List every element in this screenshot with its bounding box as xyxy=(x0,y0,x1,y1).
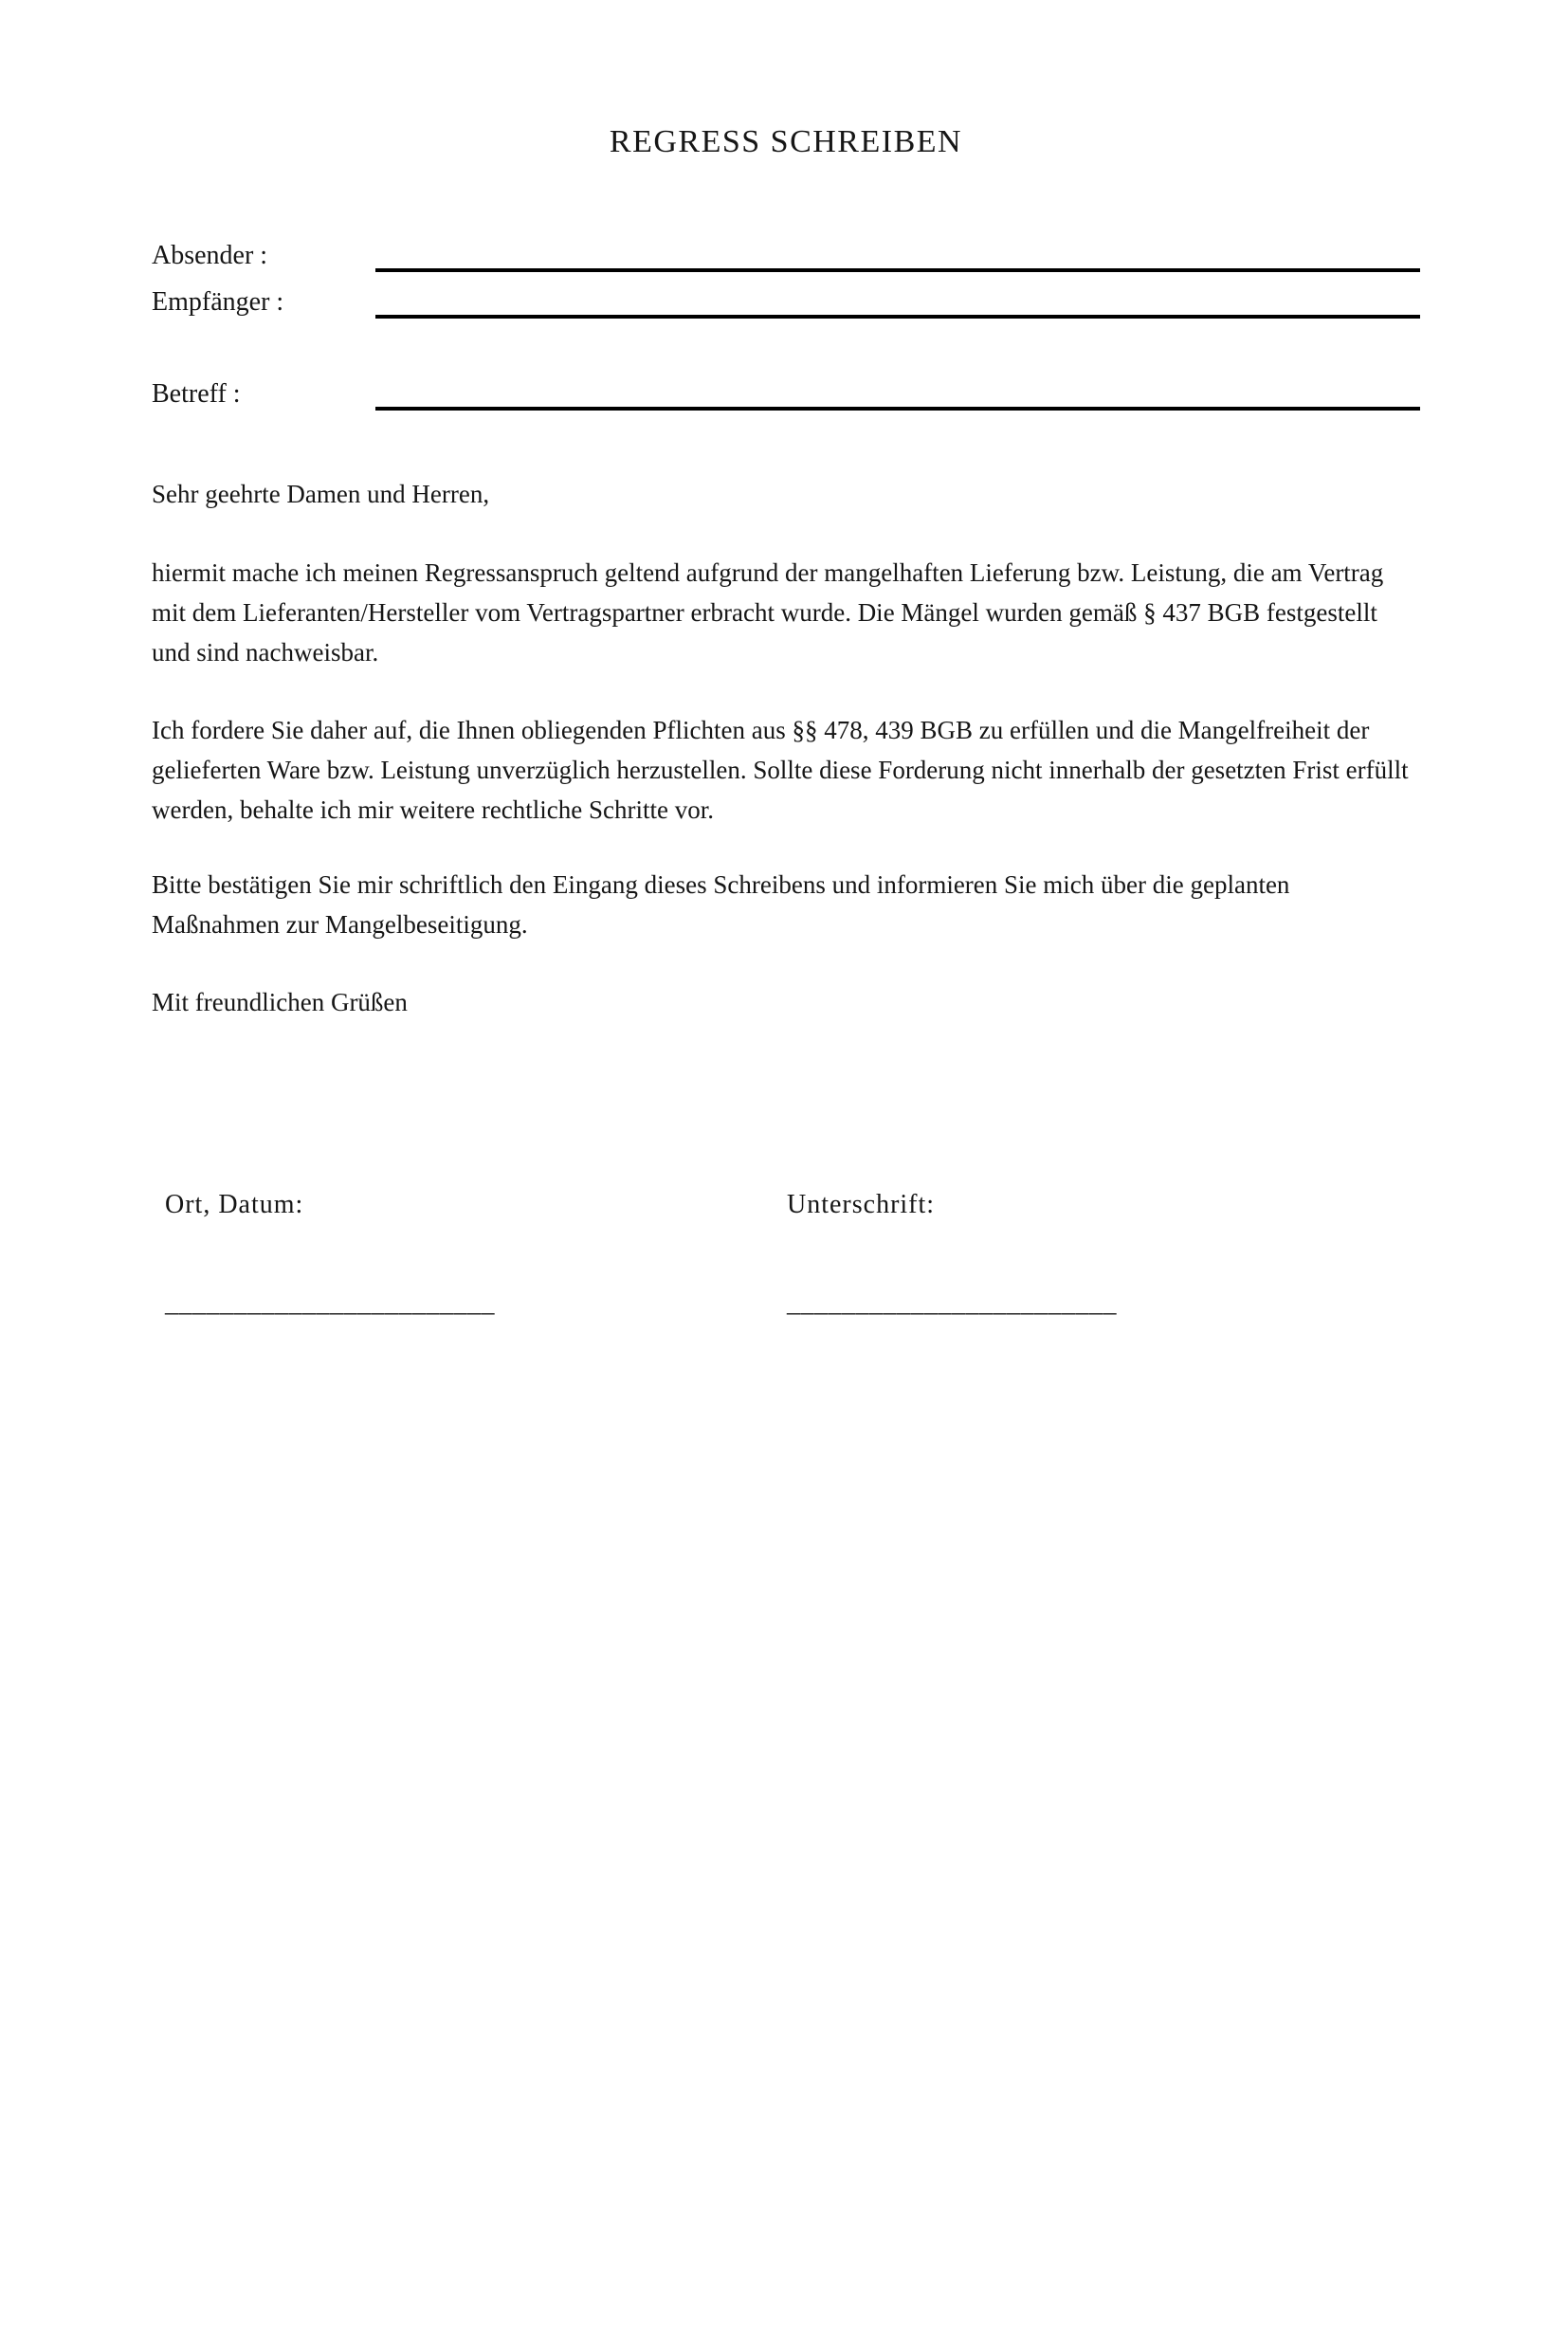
letter-page xyxy=(0,121,1568,2339)
absender-label: Absender : xyxy=(152,241,268,270)
header-fields xyxy=(152,237,1420,411)
salutation: Sehr geehrte Damen und Herren, xyxy=(152,480,490,508)
empfaenger-label: Empfänger : xyxy=(152,287,284,317)
unterschrift-label: Unterschrift: xyxy=(787,1190,936,1219)
signature-labels-row xyxy=(152,1185,1420,1225)
betreff-blank-line xyxy=(375,378,1420,411)
field-row-betreff xyxy=(152,364,1420,411)
field-row-empfaenger xyxy=(152,272,1420,319)
letter-title: REGRESS SCHREIBEN xyxy=(609,124,963,159)
field-row-absender xyxy=(152,237,1420,272)
paragraph-bestaetigung: Bitte bestätigen Sie mir schriftlich den Eingang dieses Schreibens und informieren Sie mich über die geplanten Maßnahmen zur Mangelbeseitigung. xyxy=(152,870,1290,939)
unterschrift-signature-line: ________________________ xyxy=(787,1288,1117,1318)
closing-gruss: Mit freundlichen Grüßen xyxy=(152,988,408,1016)
ort-datum-signature-line: ________________________ xyxy=(165,1288,495,1318)
absender-blank-line xyxy=(375,240,1420,272)
signature-lines-row xyxy=(152,1284,1420,1324)
ort-datum-label: Ort, Datum: xyxy=(165,1190,304,1219)
betreff-label: Betreff : xyxy=(152,379,241,409)
paragraph-regressanspruch: hiermit mache ich meinen Regressanspruch geltend aufgrund der mangelhaften Lieferung bzw. Leistung, die am Vertrag mit dem Lieferanten/Hersteller vom Vertragspartner erbracht wurde. Die Mängel wurden gemäß § 437 BGB festgestellt und sind nachweisbar. xyxy=(152,558,1384,667)
empfaenger-blank-line xyxy=(375,286,1420,319)
paragraph-aufforderung: Ich fordere Sie daher auf, die Ihnen obliegenden Pflichten aus §§ 478, 439 BGB zu erfüllen und die Mangelfreiheit der gelieferten Ware bzw. Leistung unverzüglich herzustellen. Sollte diese Forderung nicht innerhalb der gesetzten Frist erfüllt werden, behalte ich mir weitere rechtliche Schritte vor. xyxy=(152,716,1409,824)
